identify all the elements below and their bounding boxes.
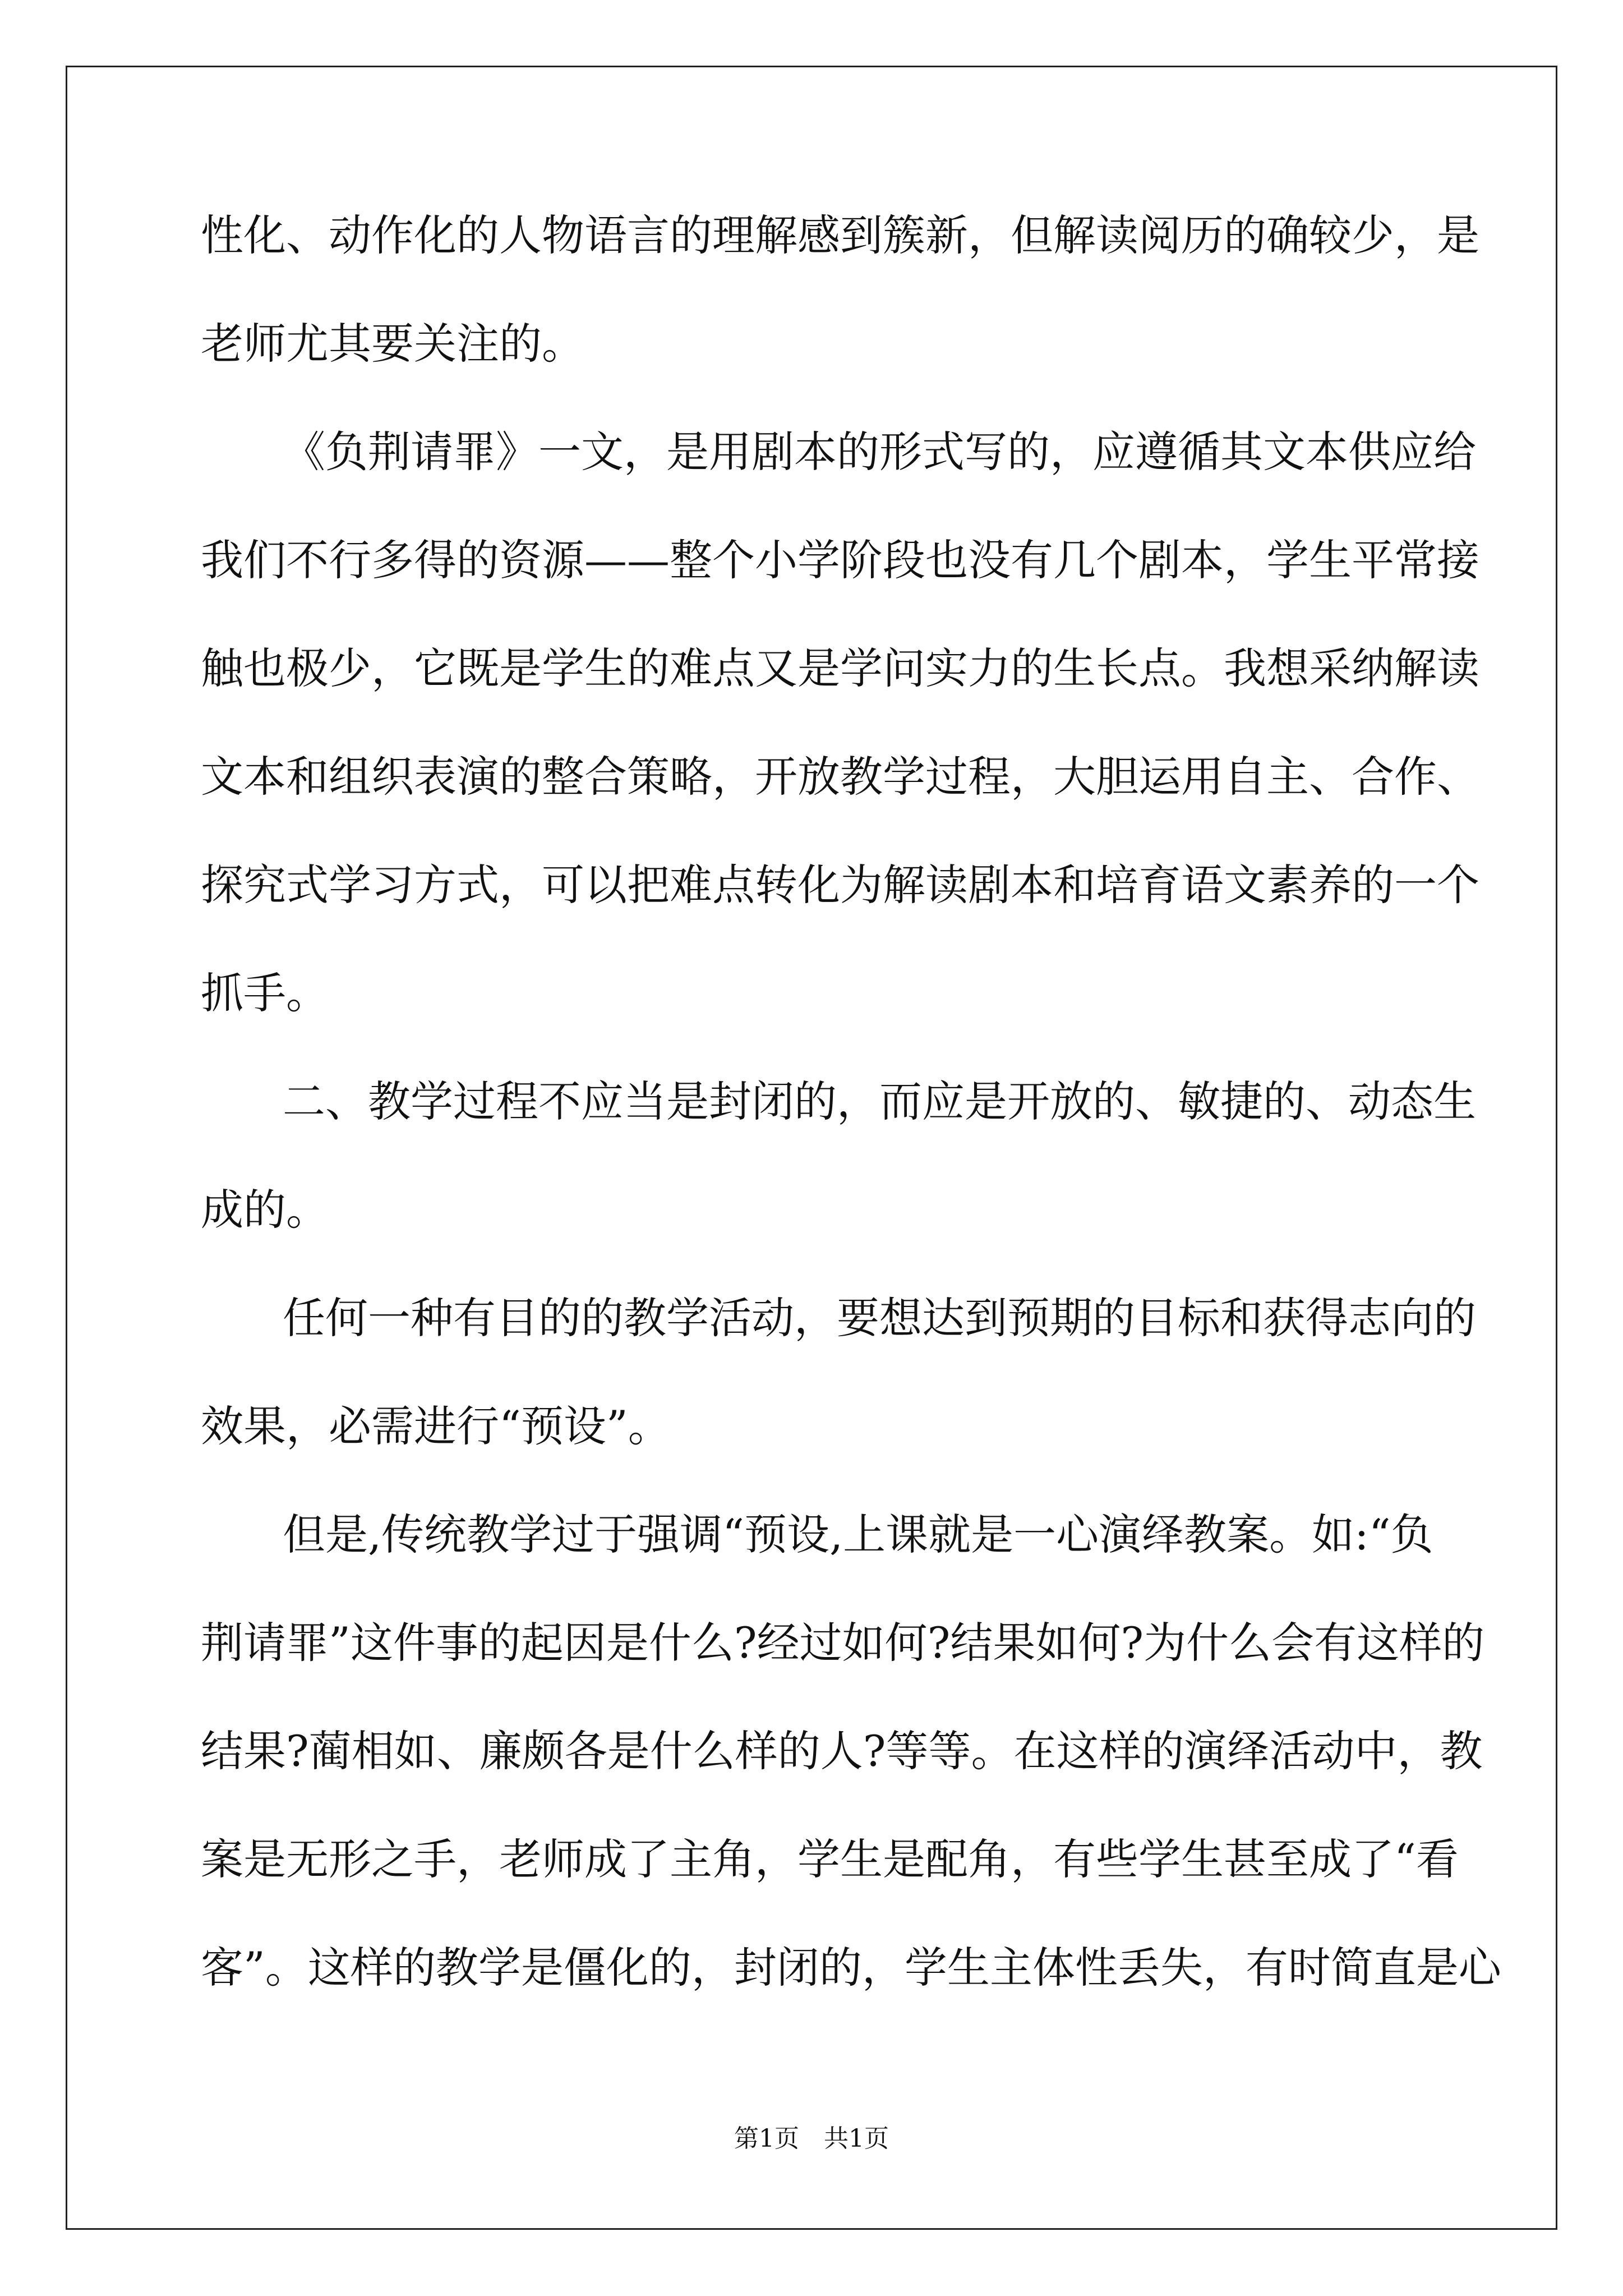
paragraph-start-line: 任何一种有目的的教学活动，要想达到预期的目标和获得志向的 — [283, 1293, 1476, 1343]
text-line: 老师尤其要关注的。 — [201, 319, 584, 369]
page-footer: 第1页 共1页 — [734, 2124, 889, 2153]
paragraph-start-line: 二、教学过程不应当是封闭的，而应是开放的、敏捷的、动态生 — [283, 1076, 1476, 1126]
text-line: 抓手。 — [201, 968, 329, 1018]
text-line: 触也极少，它既是学生的难点又是学问实力的生长点。我想采纳解读 — [201, 643, 1479, 693]
text-line: 荆请罪”这件事的起因是什么?经过如何?结果如何?为什么会有这样的 — [201, 1618, 1485, 1668]
text-line: 性化、动作化的人物语言的理解感到簇新，但解读阅历的确较少，是 — [201, 210, 1479, 260]
text-line: 我们不行多得的资源——整个小学阶段也没有几个剧本，学生平常接 — [201, 535, 1479, 585]
paragraph-start-line: 但是,传统教学过于强调“预设,上课就是一心演绎教案。如:“负 — [283, 1510, 1433, 1559]
text-line: 探究式学习方式，可以把难点转化为解读剧本和培育语文素养的一个 — [201, 860, 1479, 910]
text-line: 效果，必需进行“预设”。 — [201, 1401, 671, 1451]
text-line: 结果?蔺相如、廉颇各是什么样的人?等等。在这样的演绎活动中，教 — [201, 1726, 1483, 1776]
page-border — [66, 66, 1557, 2230]
text-line: 案是无形之手，老师成了主角，学生是配角，有些学生甚至成了“看 — [201, 1834, 1459, 1884]
text-line: 成的。 — [201, 1185, 329, 1235]
paragraph-start-line: 《负荆请罪》一文，是用剧本的形式写的，应遵循其文本供应给 — [283, 427, 1476, 477]
text-line: 客”。这样的教学是僵化的，封闭的，学生主体性丢失，有时简直是心 — [201, 1943, 1501, 1993]
text-line: 文本和组织表演的整合策略，开放教学过程，大胆运用自主、合作、 — [201, 752, 1479, 802]
